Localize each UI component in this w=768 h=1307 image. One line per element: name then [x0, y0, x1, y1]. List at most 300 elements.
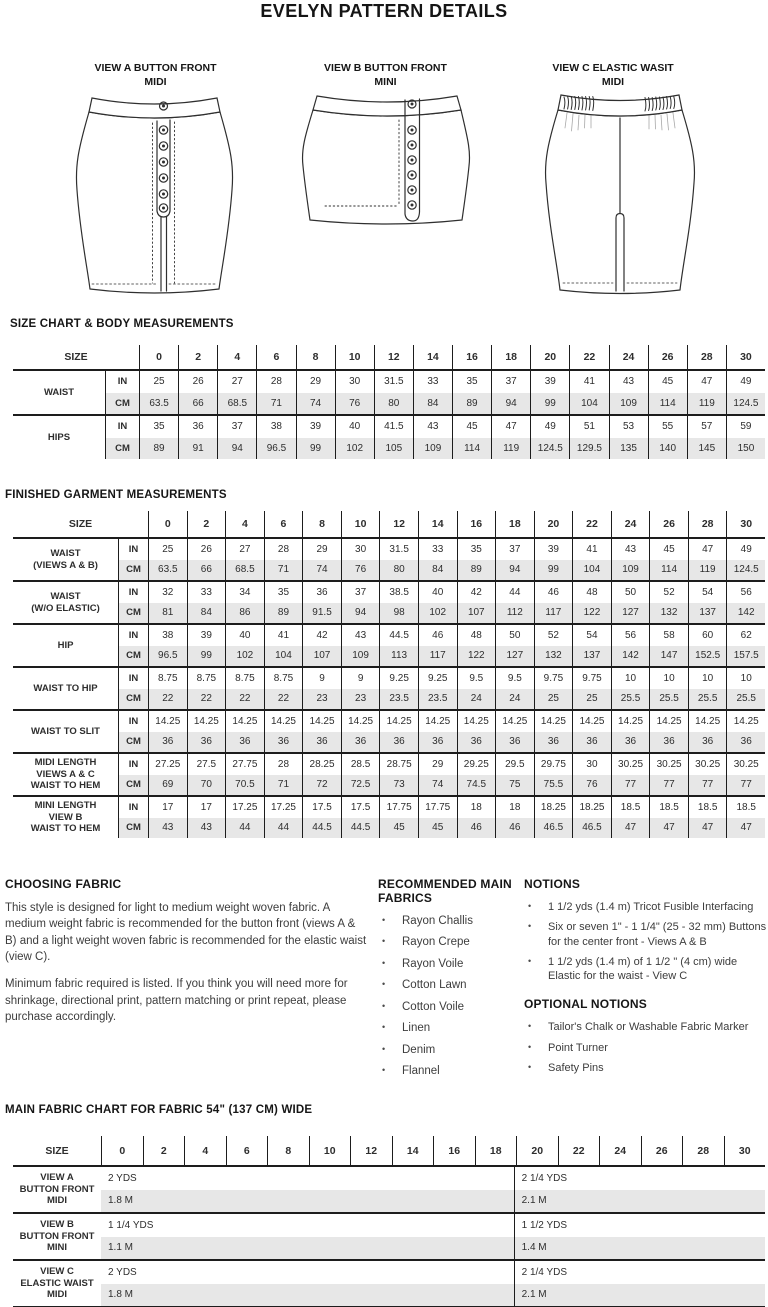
measurement-cell: 36 [726, 732, 765, 753]
measurement-cell: 25 [148, 539, 187, 560]
measurement-cell: 71 [264, 560, 303, 581]
row-label-line: WAIST [50, 590, 81, 602]
yardage-cell: 2 1/4 YDS [514, 1261, 765, 1284]
row-label [13, 668, 118, 709]
measurement-cell: 77 [649, 775, 688, 796]
measurement-row [105, 371, 765, 393]
table-row-group [13, 795, 765, 838]
measurement-cell: 9 [302, 668, 341, 689]
measurement-row [118, 646, 765, 667]
measurement-cell: 32 [148, 582, 187, 603]
measurement-cell: 124.5 [530, 438, 569, 460]
bullet-icon: • [382, 936, 386, 947]
measurement-cell: 52 [534, 625, 573, 646]
measurement-cell: 22 [264, 689, 303, 710]
row-pair [118, 625, 765, 666]
size-header-cell: 14 [413, 345, 452, 369]
measurement-cell: 24 [457, 689, 496, 710]
size-header-cell: 14 [418, 511, 457, 537]
list-item-text: Flannel [402, 1065, 440, 1078]
measurement-cell: 9.5 [495, 668, 534, 689]
row-label [13, 711, 118, 752]
measurement-cell: 104 [264, 646, 303, 667]
row-pair [105, 416, 765, 459]
choosing-fabric-section [5, 877, 367, 1036]
list-item-text: Linen [402, 1022, 431, 1035]
list-item-text: Safety Pins [548, 1062, 604, 1075]
measurement-cell: 17.5 [341, 797, 380, 818]
unit-cell: IN [118, 582, 148, 603]
row-label-line: (W/O ELASTIC) [31, 602, 100, 614]
measurement-cell: 14.25 [649, 711, 688, 732]
row-label-line: WAIST [43, 386, 75, 398]
measurement-cell: 75.5 [534, 775, 573, 796]
measurement-cell: 40 [335, 416, 374, 438]
size-header-cell: 4 [225, 511, 264, 537]
measurement-cell: 30.25 [649, 754, 688, 775]
measurement-row [105, 416, 765, 438]
size-header-cell: 24 [611, 511, 650, 537]
measurement-cell: 72 [302, 775, 341, 796]
row-label [13, 797, 118, 838]
size-header-cell: 8 [267, 1136, 309, 1165]
measurement-row [118, 582, 765, 603]
measurement-cell: 14.25 [187, 711, 226, 732]
measurement-cell: 26 [178, 371, 217, 393]
size-chart-heading: SIZE CHART & BODY MEASUREMENTS [10, 318, 234, 330]
measurement-cell: 48 [572, 582, 611, 603]
measurement-cell: 76 [341, 560, 380, 581]
size-header-cell: 10 [309, 1136, 351, 1165]
measurement-cell: 23 [341, 689, 380, 710]
measurement-cell: 70.5 [225, 775, 264, 796]
measurement-cell: 36 [457, 732, 496, 753]
size-label-cell: SIZE [64, 351, 88, 363]
measurement-cell: 36 [264, 732, 303, 753]
measurement-cell: 18.5 [611, 797, 650, 818]
yardage-row [101, 1167, 765, 1190]
bullet-icon: • [382, 957, 386, 968]
bullet-icon: • [528, 921, 532, 932]
measurement-cell: 147 [649, 646, 688, 667]
measurement-cell: 68.5 [225, 560, 264, 581]
measurement-cell: 119 [688, 560, 727, 581]
measurement-cell: 43 [148, 818, 187, 839]
measurement-cell: 41 [264, 625, 303, 646]
measurement-cell: 30 [572, 754, 611, 775]
measurement-cell: 109 [413, 438, 452, 460]
size-header-cell: 2 [187, 511, 226, 537]
measurement-cell: 36 [187, 732, 226, 753]
measurement-cell: 36 [178, 416, 217, 438]
measurement-cell: 22 [148, 689, 187, 710]
finished-measurements-heading: FINISHED GARMENT MEASUREMENTS [5, 489, 227, 501]
measurement-cell: 14.25 [264, 711, 303, 732]
measurement-cell: 72.5 [341, 775, 380, 796]
optional-notions-heading: OPTIONAL NOTIONS [524, 997, 647, 1012]
table-row-group [13, 580, 765, 623]
measurement-cell: 104 [572, 560, 611, 581]
measurement-cell: 77 [726, 775, 765, 796]
measurement-row [118, 560, 765, 581]
row-label [13, 582, 118, 623]
measurement-cell: 55 [648, 416, 687, 438]
measurement-row [118, 625, 765, 646]
measurement-cell: 137 [688, 603, 727, 624]
measurement-cell: 68.5 [217, 393, 256, 415]
view-a-label-line1: VIEW A BUTTON FRONT [94, 62, 217, 74]
size-header-cell: 10 [335, 345, 374, 369]
measurement-cell: 38 [148, 625, 187, 646]
measurement-cell: 145 [687, 438, 726, 460]
measurement-cell: 60 [688, 625, 727, 646]
measurement-cell: 114 [648, 393, 687, 415]
measurement-cell: 22 [187, 689, 226, 710]
measurement-cell: 74 [418, 775, 457, 796]
list-item [378, 935, 520, 950]
list-item-text: Six or seven 1" - 1 1/4" (25 - 32 mm) Buttons for the center front - Views A & B [548, 921, 767, 948]
size-header-cell: 2 [143, 1136, 185, 1165]
fabric-row-label-line: MINI [46, 1242, 68, 1254]
measurement-cell: 36 [649, 732, 688, 753]
size-chart-table [13, 345, 765, 459]
measurement-cell: 46.5 [534, 818, 573, 839]
measurement-cell: 18.25 [534, 797, 573, 818]
fabric-row-group [13, 1259, 765, 1307]
unit-cell: IN [105, 416, 139, 438]
measurement-cell: 30.25 [611, 754, 650, 775]
measurement-cell: 81 [148, 603, 187, 624]
unit-cell: IN [118, 625, 148, 646]
size-header-cell: 4 [217, 345, 256, 369]
measurement-cell: 14.25 [379, 711, 418, 732]
measurement-cell: 33 [418, 539, 457, 560]
measurement-cell: 39 [296, 416, 335, 438]
measurement-cell: 43 [611, 539, 650, 560]
measurement-cell: 74.5 [457, 775, 496, 796]
measurement-cell: 80 [374, 393, 413, 415]
measurement-cell: 102 [418, 603, 457, 624]
list-item-text: Cotton Lawn [402, 979, 467, 992]
table-row-group [13, 752, 765, 795]
measurement-cell: 50 [611, 582, 650, 603]
fabric-row-pair [101, 1261, 765, 1306]
bullet-icon: • [528, 1062, 532, 1073]
measurement-cell: 46 [457, 818, 496, 839]
measurement-cell: 124.5 [726, 560, 765, 581]
measurement-cell: 76 [335, 393, 374, 415]
view-a-skirt-illustration [62, 90, 247, 302]
measurement-cell: 29 [296, 371, 335, 393]
yardage-row [101, 1261, 765, 1284]
table-header-row [13, 345, 765, 371]
measurement-cell: 17.25 [225, 797, 264, 818]
measurement-cell: 44.5 [302, 818, 341, 839]
measurement-cell: 43 [609, 371, 648, 393]
measurement-cell: 157.5 [726, 646, 765, 667]
measurement-cell: 25.5 [649, 689, 688, 710]
measurement-cell: 38 [256, 416, 295, 438]
list-item [378, 1043, 520, 1058]
fabric-row-label [13, 1167, 101, 1212]
measurement-row [105, 438, 765, 460]
measurement-cell: 117 [418, 646, 457, 667]
fabric-row-label [13, 1261, 101, 1306]
recommended-fabrics-section [378, 877, 520, 1086]
row-pair [118, 754, 765, 795]
size-header-cell: 28 [687, 345, 726, 369]
fabric-row-label-line: MIDI [46, 1195, 68, 1207]
measurement-cell: 9.25 [379, 668, 418, 689]
measurement-cell: 14.25 [572, 711, 611, 732]
measurement-cell: 17.75 [379, 797, 418, 818]
measurement-cell: 27.5 [187, 754, 226, 775]
size-header-cell: 6 [226, 1136, 268, 1165]
size-header-cell: 0 [139, 345, 178, 369]
measurement-cell: 8.75 [264, 668, 303, 689]
measurement-cell: 14.25 [688, 711, 727, 732]
measurement-cell: 76 [572, 775, 611, 796]
measurement-cell: 49 [530, 416, 569, 438]
measurement-cell: 27 [217, 371, 256, 393]
size-header-cell: 24 [609, 345, 648, 369]
size-header-cell: 26 [648, 345, 687, 369]
measurement-cell: 17.25 [264, 797, 303, 818]
measurement-cell: 9.75 [534, 668, 573, 689]
fabric-row-label-line: VIEW B [40, 1218, 74, 1230]
measurement-row [118, 818, 765, 839]
unit-cell: IN [118, 754, 148, 775]
measurement-cell: 56 [611, 625, 650, 646]
measurement-cell: 122 [572, 603, 611, 624]
measurement-cell: 96.5 [148, 646, 187, 667]
measurement-cell: 14.25 [534, 711, 573, 732]
fabric-row-label-line: ELASTIC WAIST [20, 1277, 94, 1289]
bullet-icon: • [382, 915, 386, 925]
measurement-cell: 38.5 [379, 582, 418, 603]
measurement-row [118, 754, 765, 775]
measurement-cell: 104 [569, 393, 608, 415]
bullet-icon: • [382, 1000, 386, 1011]
unit-cell: IN [118, 668, 148, 689]
view-c-skirt-illustration [533, 87, 708, 302]
measurement-cell: 84 [187, 603, 226, 624]
table-row-group [13, 371, 765, 414]
measurement-cell: 54 [688, 582, 727, 603]
measurement-cell: 47 [688, 818, 727, 839]
measurement-cell: 26 [187, 539, 226, 560]
bullet-icon: • [528, 1041, 532, 1052]
measurement-cell: 46 [534, 582, 573, 603]
measurement-cell: 10 [611, 668, 650, 689]
size-label-cell: SIZE [45, 1144, 69, 1157]
measurement-cell: 43 [341, 625, 380, 646]
measurement-cell: 124.5 [726, 393, 765, 415]
measurement-cell: 9.25 [418, 668, 457, 689]
measurement-cell: 25 [139, 371, 178, 393]
measurement-cell: 45 [379, 818, 418, 839]
measurement-cell: 36 [302, 582, 341, 603]
measurement-cell: 52 [649, 582, 688, 603]
measurement-cell: 36 [302, 732, 341, 753]
size-header-cell: 22 [558, 1136, 600, 1165]
measurement-cell: 18.5 [649, 797, 688, 818]
measurement-cell: 114 [452, 438, 491, 460]
measurement-cell: 36 [148, 732, 187, 753]
measurement-cell: 8.75 [187, 668, 226, 689]
measurement-cell: 35 [452, 371, 491, 393]
list-item-text: 1 1/2 yds (1.4 m) of 1 1/2 " (4 cm) wide Elastic for the waist - View C [548, 955, 738, 983]
measurement-cell: 109 [609, 393, 648, 415]
measurement-cell: 10 [649, 668, 688, 689]
measurement-cell: 71 [256, 393, 295, 415]
unit-cell: CM [118, 646, 148, 667]
measurement-cell: 25.5 [611, 689, 650, 710]
measurement-cell: 43 [187, 818, 226, 839]
measurement-cell: 18 [495, 797, 534, 818]
size-header-cell: 14 [392, 1136, 434, 1165]
measurement-cell: 45 [418, 818, 457, 839]
measurement-cell: 14.25 [611, 711, 650, 732]
unit-cell: CM [105, 438, 139, 460]
measurement-cell: 73 [379, 775, 418, 796]
measurement-cell: 17.75 [418, 797, 457, 818]
measurement-cell: 28 [264, 539, 303, 560]
measurement-cell: 41.5 [374, 416, 413, 438]
list-item-text: Denim [402, 1043, 436, 1056]
measurement-cell: 58 [649, 625, 688, 646]
measurement-cell: 47 [649, 818, 688, 839]
measurement-cell: 114 [649, 560, 688, 581]
measurement-cell: 14.25 [457, 711, 496, 732]
choosing-fabric-heading: CHOOSING FABRIC [5, 877, 122, 891]
measurement-cell: 91.5 [302, 603, 341, 624]
fabric-row-pair [101, 1167, 765, 1212]
measurement-cell: 36 [495, 732, 534, 753]
measurement-cell: 71 [264, 775, 303, 796]
measurement-cell: 109 [341, 646, 380, 667]
measurement-row [118, 603, 765, 624]
measurement-cell: 122 [457, 646, 496, 667]
measurement-cell: 36 [688, 732, 727, 753]
size-header-cell: 24 [599, 1136, 641, 1165]
measurement-cell: 18.5 [726, 797, 765, 818]
view-c-label-line2: MIDI [601, 75, 625, 88]
list-item [524, 955, 768, 984]
measurement-cell: 36 [225, 732, 264, 753]
measurement-cell: 56 [726, 582, 765, 603]
measurement-cell: 47 [726, 818, 765, 839]
measurement-cell: 99 [534, 560, 573, 581]
row-label-line: HIPS [47, 431, 71, 443]
measurement-row [118, 797, 765, 818]
view-a-label [58, 62, 253, 89]
measurement-cell: 28.25 [302, 754, 341, 775]
measurement-cell: 94 [341, 603, 380, 624]
measurement-cell: 62 [726, 625, 765, 646]
measurement-cell: 94 [491, 393, 530, 415]
list-item-text: Tailor's Chalk or Washable Fabric Marker [548, 1021, 749, 1034]
measurement-cell: 40 [225, 625, 264, 646]
measurement-cell: 46 [418, 625, 457, 646]
list-item [378, 957, 520, 972]
size-label-cell: SIZE [68, 518, 93, 530]
measurement-cell: 75 [495, 775, 534, 796]
measurement-cell: 18 [457, 797, 496, 818]
size-header-cell: 18 [495, 511, 534, 537]
measurement-row [118, 732, 765, 753]
fabric-row-label-line: MIDI [46, 1289, 68, 1301]
choosing-fabric-paragraph: This style is designed for light to medium weight woven fabric. A medium weight fabric is recommended for the button front (views A & B) and a light weight woven fabric is recommended for the elastic waist (view C). [5, 902, 367, 963]
measurement-cell: 23 [302, 689, 341, 710]
measurement-row [118, 668, 765, 689]
size-header-cell: 20 [534, 511, 573, 537]
measurement-cell: 44 [225, 818, 264, 839]
measurement-cell: 14.25 [418, 711, 457, 732]
list-item [378, 1000, 520, 1015]
list-item-text: Cotton Voile [402, 1000, 465, 1013]
measurement-cell: 132 [649, 603, 688, 624]
measurement-cell: 77 [688, 775, 727, 796]
measurement-cell: 25.5 [688, 689, 727, 710]
measurement-cell: 117 [534, 603, 573, 624]
measurement-cell: 119 [491, 438, 530, 460]
measurement-cell: 127 [495, 646, 534, 667]
list-item [378, 1064, 520, 1079]
measurement-cell: 47 [611, 818, 650, 839]
list-item-text: Rayon Challis [402, 915, 473, 927]
size-header-cell: 18 [491, 345, 530, 369]
size-header-cell: 0 [148, 511, 187, 537]
choosing-fabric-paragraph: Minimum fabric required is listed. If you think you will need more for shrinkage, directional print, pattern matching or print repeat, please purchase accordingly. [5, 978, 348, 1023]
measurement-cell: 94 [495, 560, 534, 581]
row-pair [105, 371, 765, 414]
measurement-cell: 102 [335, 438, 374, 460]
size-header-cell: 6 [256, 345, 295, 369]
measurement-cell: 27.25 [148, 754, 187, 775]
measurement-cell: 47 [687, 371, 726, 393]
measurement-cell: 35 [457, 539, 496, 560]
measurement-cell: 33 [187, 582, 226, 603]
measurement-row [118, 775, 765, 796]
bullet-icon: • [528, 1021, 532, 1032]
unit-cell: IN [118, 539, 148, 560]
measurement-cell: 14.25 [148, 711, 187, 732]
measurement-cell: 84 [413, 393, 452, 415]
yardage-cell: 2.1 M [514, 1284, 765, 1307]
fabric-chart-heading: MAIN FABRIC CHART FOR FABRIC 54" (137 CM) WIDE [5, 1104, 313, 1116]
measurement-cell: 14.25 [495, 711, 534, 732]
yardage-cell: 1.8 M [108, 1195, 134, 1207]
size-header-cell: 8 [296, 345, 335, 369]
view-b-label-line1: VIEW B BUTTON FRONT [324, 62, 447, 74]
recommended-fabrics-list [378, 914, 520, 1079]
measurement-cell: 27 [225, 539, 264, 560]
measurement-cell: 45 [649, 539, 688, 560]
measurement-cell: 17.5 [302, 797, 341, 818]
measurement-cell: 31.5 [374, 371, 413, 393]
page-title: EVELYN PATTERN DETAILS [260, 1, 508, 21]
measurement-cell: 137 [572, 646, 611, 667]
measurement-cell: 35 [139, 416, 178, 438]
measurement-cell: 113 [379, 646, 418, 667]
measurement-cell: 66 [187, 560, 226, 581]
bullet-icon: • [528, 901, 532, 911]
unit-cell: CM [118, 775, 148, 796]
unit-cell: IN [105, 371, 139, 393]
measurement-cell: 42 [457, 582, 496, 603]
yardage-row [101, 1284, 765, 1307]
